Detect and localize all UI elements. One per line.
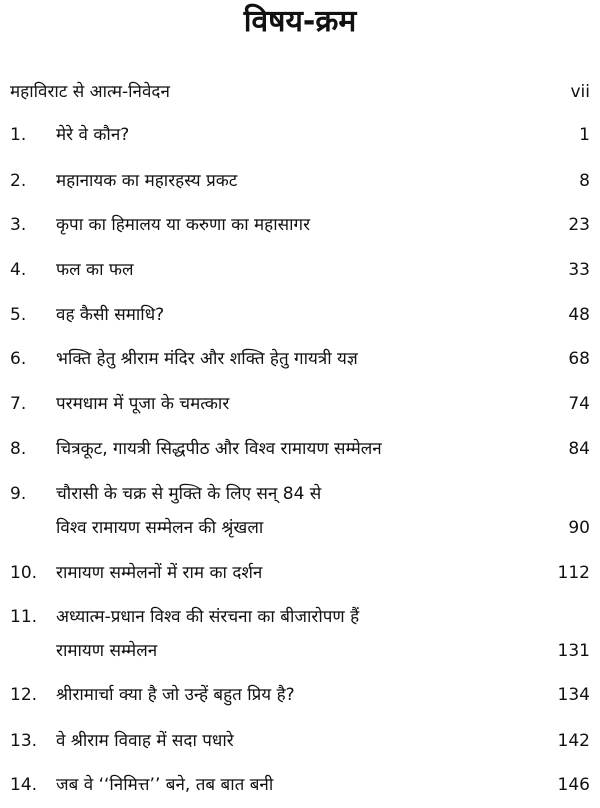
toc-entry-page: 112 xyxy=(557,563,590,583)
toc-entry-number: 6. xyxy=(10,349,27,369)
toc-entry-text: श्रीरामार्चा क्या है जो उन्हें बहुत प्रिय है? xyxy=(56,685,295,705)
toc-entry-number: 5. xyxy=(10,305,27,325)
toc-entry-text: कृपा का हिमालय या करुणा का महासागर xyxy=(56,215,311,235)
toc-entry-page: 74 xyxy=(568,394,590,414)
toc-entry-page: vii xyxy=(570,82,590,102)
toc-entry-number: 14. xyxy=(10,775,38,795)
toc-entry-number: 1. xyxy=(10,125,27,145)
toc-entry-text-line2: रामायण सम्मेलन xyxy=(56,641,158,661)
toc-entry-text: महाविराट से आत्म-निवेदन xyxy=(10,82,170,102)
toc-entry-text: चित्रकूट, गायत्री सिद्धपीठ और विश्व रामायण सम्मेलन xyxy=(56,439,382,459)
toc-entry-number: 8. xyxy=(10,439,27,459)
toc-entry-number: 10. xyxy=(10,563,38,583)
toc-entry-number: 9. xyxy=(10,484,27,504)
toc-entry-text: वे श्रीराम विवाह में सदा पधारे xyxy=(56,731,234,751)
toc-entry-text: रामायण सम्मेलनों में राम का दर्शन xyxy=(56,563,263,583)
toc-entry-page: 90 xyxy=(568,518,590,538)
toc-entry-page: 84 xyxy=(568,439,590,459)
toc-entry-page: 23 xyxy=(568,215,590,235)
toc-entry-text: जब वे ‘‘निमित्त’’ बने, तब बात बनी xyxy=(56,775,274,795)
toc-entry-text: वह कैसी समाधि? xyxy=(56,305,165,325)
toc-entry-number: 11. xyxy=(10,607,38,627)
toc-entry-page: 142 xyxy=(557,731,590,751)
toc-entry-text: फल का फल xyxy=(56,260,134,280)
page-title: विषय-क्रम xyxy=(243,4,357,39)
toc-entry-text: परमधाम में पूजा के चमत्कार xyxy=(56,394,230,414)
toc-entry-text: चौरासी के चक्र से मुक्ति के लिए सन् 84 से xyxy=(56,484,322,504)
toc-entry-number: 7. xyxy=(10,394,27,414)
toc-entry-text-line2: विश्व रामायण सम्मेलन की श्रृंखला xyxy=(56,518,264,538)
toc-entry-page: 33 xyxy=(568,260,590,280)
toc-entry-number: 4. xyxy=(10,260,27,280)
toc-entry-page: 68 xyxy=(568,349,590,369)
toc-entry-page: 131 xyxy=(557,641,590,661)
toc-entry-number: 3. xyxy=(10,215,27,235)
toc-entry-page: 146 xyxy=(557,775,590,795)
toc-entry-page: 48 xyxy=(568,305,590,325)
toc-entry-page: 1 xyxy=(579,125,590,145)
toc-entry-text: मेरे वे कौन? xyxy=(56,125,130,145)
toc-entry-text: अध्यात्म-प्रधान विश्व की संरचना का बीजारोपण हैं xyxy=(56,607,360,627)
toc-entry-number: 13. xyxy=(10,731,38,751)
toc-entry-number: 2. xyxy=(10,171,27,191)
toc-entry-number: 12. xyxy=(10,685,38,705)
toc-entry-text: भक्ति हेतु श्रीराम मंदिर और शक्ति हेतु गायत्री यज्ञ xyxy=(56,349,358,369)
toc-entry-page: 8 xyxy=(579,171,590,191)
toc-entry-page: 134 xyxy=(557,685,590,705)
toc-entry-text: महानायक का महारहस्य प्रकट xyxy=(56,171,238,191)
